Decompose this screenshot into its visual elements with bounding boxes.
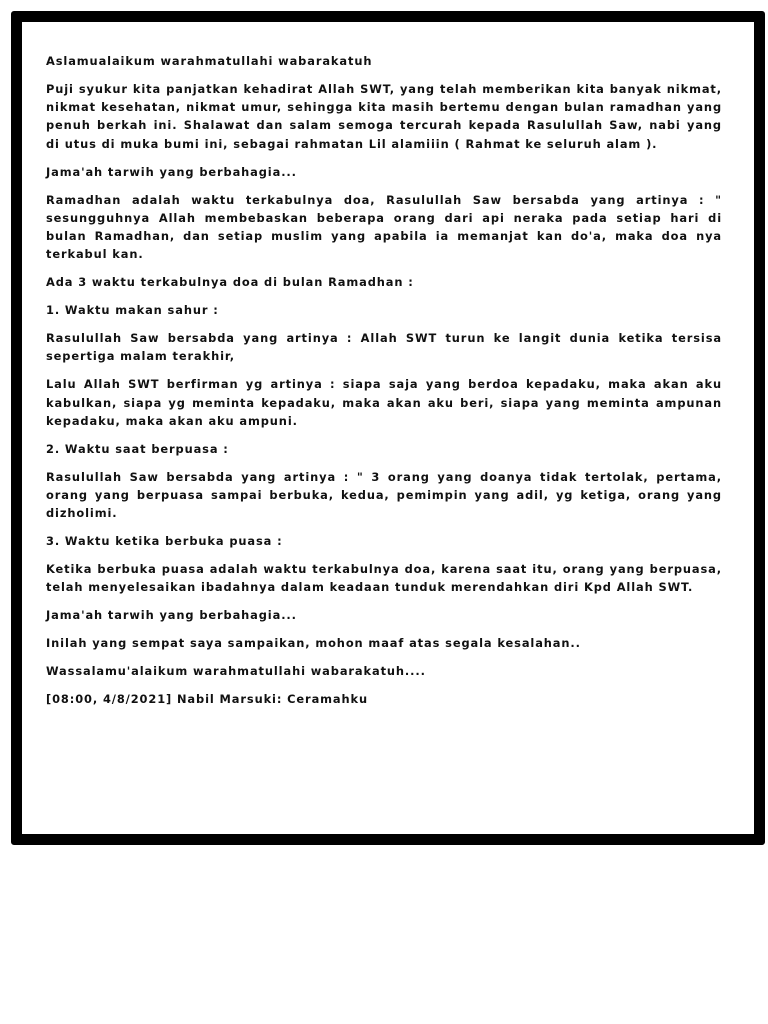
point-one-heading: 1. Waktu makan sahur :	[46, 303, 219, 318]
closing-paragraph: Inilah yang sempat saya sampaikan, mohon maaf atas segala kesalahan..	[46, 636, 581, 651]
berbuka-paragraph: Ketika berbuka puasa adalah waktu terkabulnya doa, karena saat itu, orang yang berpuasa, telah menyelesaikan ibadahnya dalam keadaan tunduk merendahkan diri Kpd Allah SWT.	[46, 562, 722, 595]
greeting-paragraph: Aslamualaikum warahmatullahi wabarakatuh	[46, 54, 373, 68]
point-three-heading: 3. Waktu ketika berbuka puasa :	[46, 534, 283, 549]
salam-paragraph: Wassalamu'alaikum warahmatullahi wabarakatuh....	[46, 664, 426, 679]
address-paragraph-2: Jama'ah tarwih yang berbahagia...	[46, 608, 297, 623]
sahur-paragraph: Rasulullah Saw bersabda yang artinya : Allah SWT turun ke langit dunia ketika tersisa sepertiga malam terakhir,	[46, 331, 722, 364]
point-two-heading: 2. Waktu saat berpuasa :	[46, 441, 229, 456]
firman-paragraph: Lalu Allah SWT berfirman yg artinya : siapa saja yang berdoa kepadaku, maka akan aku kabulkan, siapa yg meminta kepadaku, maka akan aku beri, siapa yang meminta ampunan kepadaku, maka akan aku ampuni.	[46, 377, 722, 428]
document-body	[46, 52, 722, 718]
address-paragraph: Jama'ah tarwih yang berbahagia...	[46, 164, 297, 179]
timestamp-line: [08:00, 4/8/2021] Nabil Marsuki: Ceramahku	[46, 692, 369, 707]
ramadhan-paragraph: Ramadhan adalah waktu terkabulnya doa, Rasulullah Saw bersabda yang artinya : " sesungguhnya Allah membebaskan beberapa orang dari api neraka pada setiap hari di bulan Ramadhan, dan setiap muslim yang apabila ia memanjat kan do'a, maka doa nya terkabul kan.	[46, 192, 722, 262]
document-frame	[11, 11, 765, 845]
three-times-heading: Ada 3 waktu terkabulnya doa di bulan Ramadhan :	[46, 275, 414, 290]
opening-paragraph: Puji syukur kita panjatkan kehadirat Allah SWT, yang telah memberikan kita banyak nikmat, nikmat kesehatan, nikmat umur, sehingga kita masih bertemu dengan bulan ramadhan yang penuh berkah ini. Shalawat dan salam semoga tercurah kepada Rasulullah Saw, nabi yang di utus di muka bumi ini, sebagai rahmatan Lil alamiiin ( Rahmat ke seluruh alam ).	[46, 82, 722, 151]
berpuasa-paragraph: Rasulullah Saw bersabda yang artinya : " 3 orang yang doanya tidak tertolak, pertama, orang yang berpuasa sampai berbuka, kedua, pemimpin yang adil, yg ketiga, orang yang dizholimi.	[46, 469, 722, 521]
